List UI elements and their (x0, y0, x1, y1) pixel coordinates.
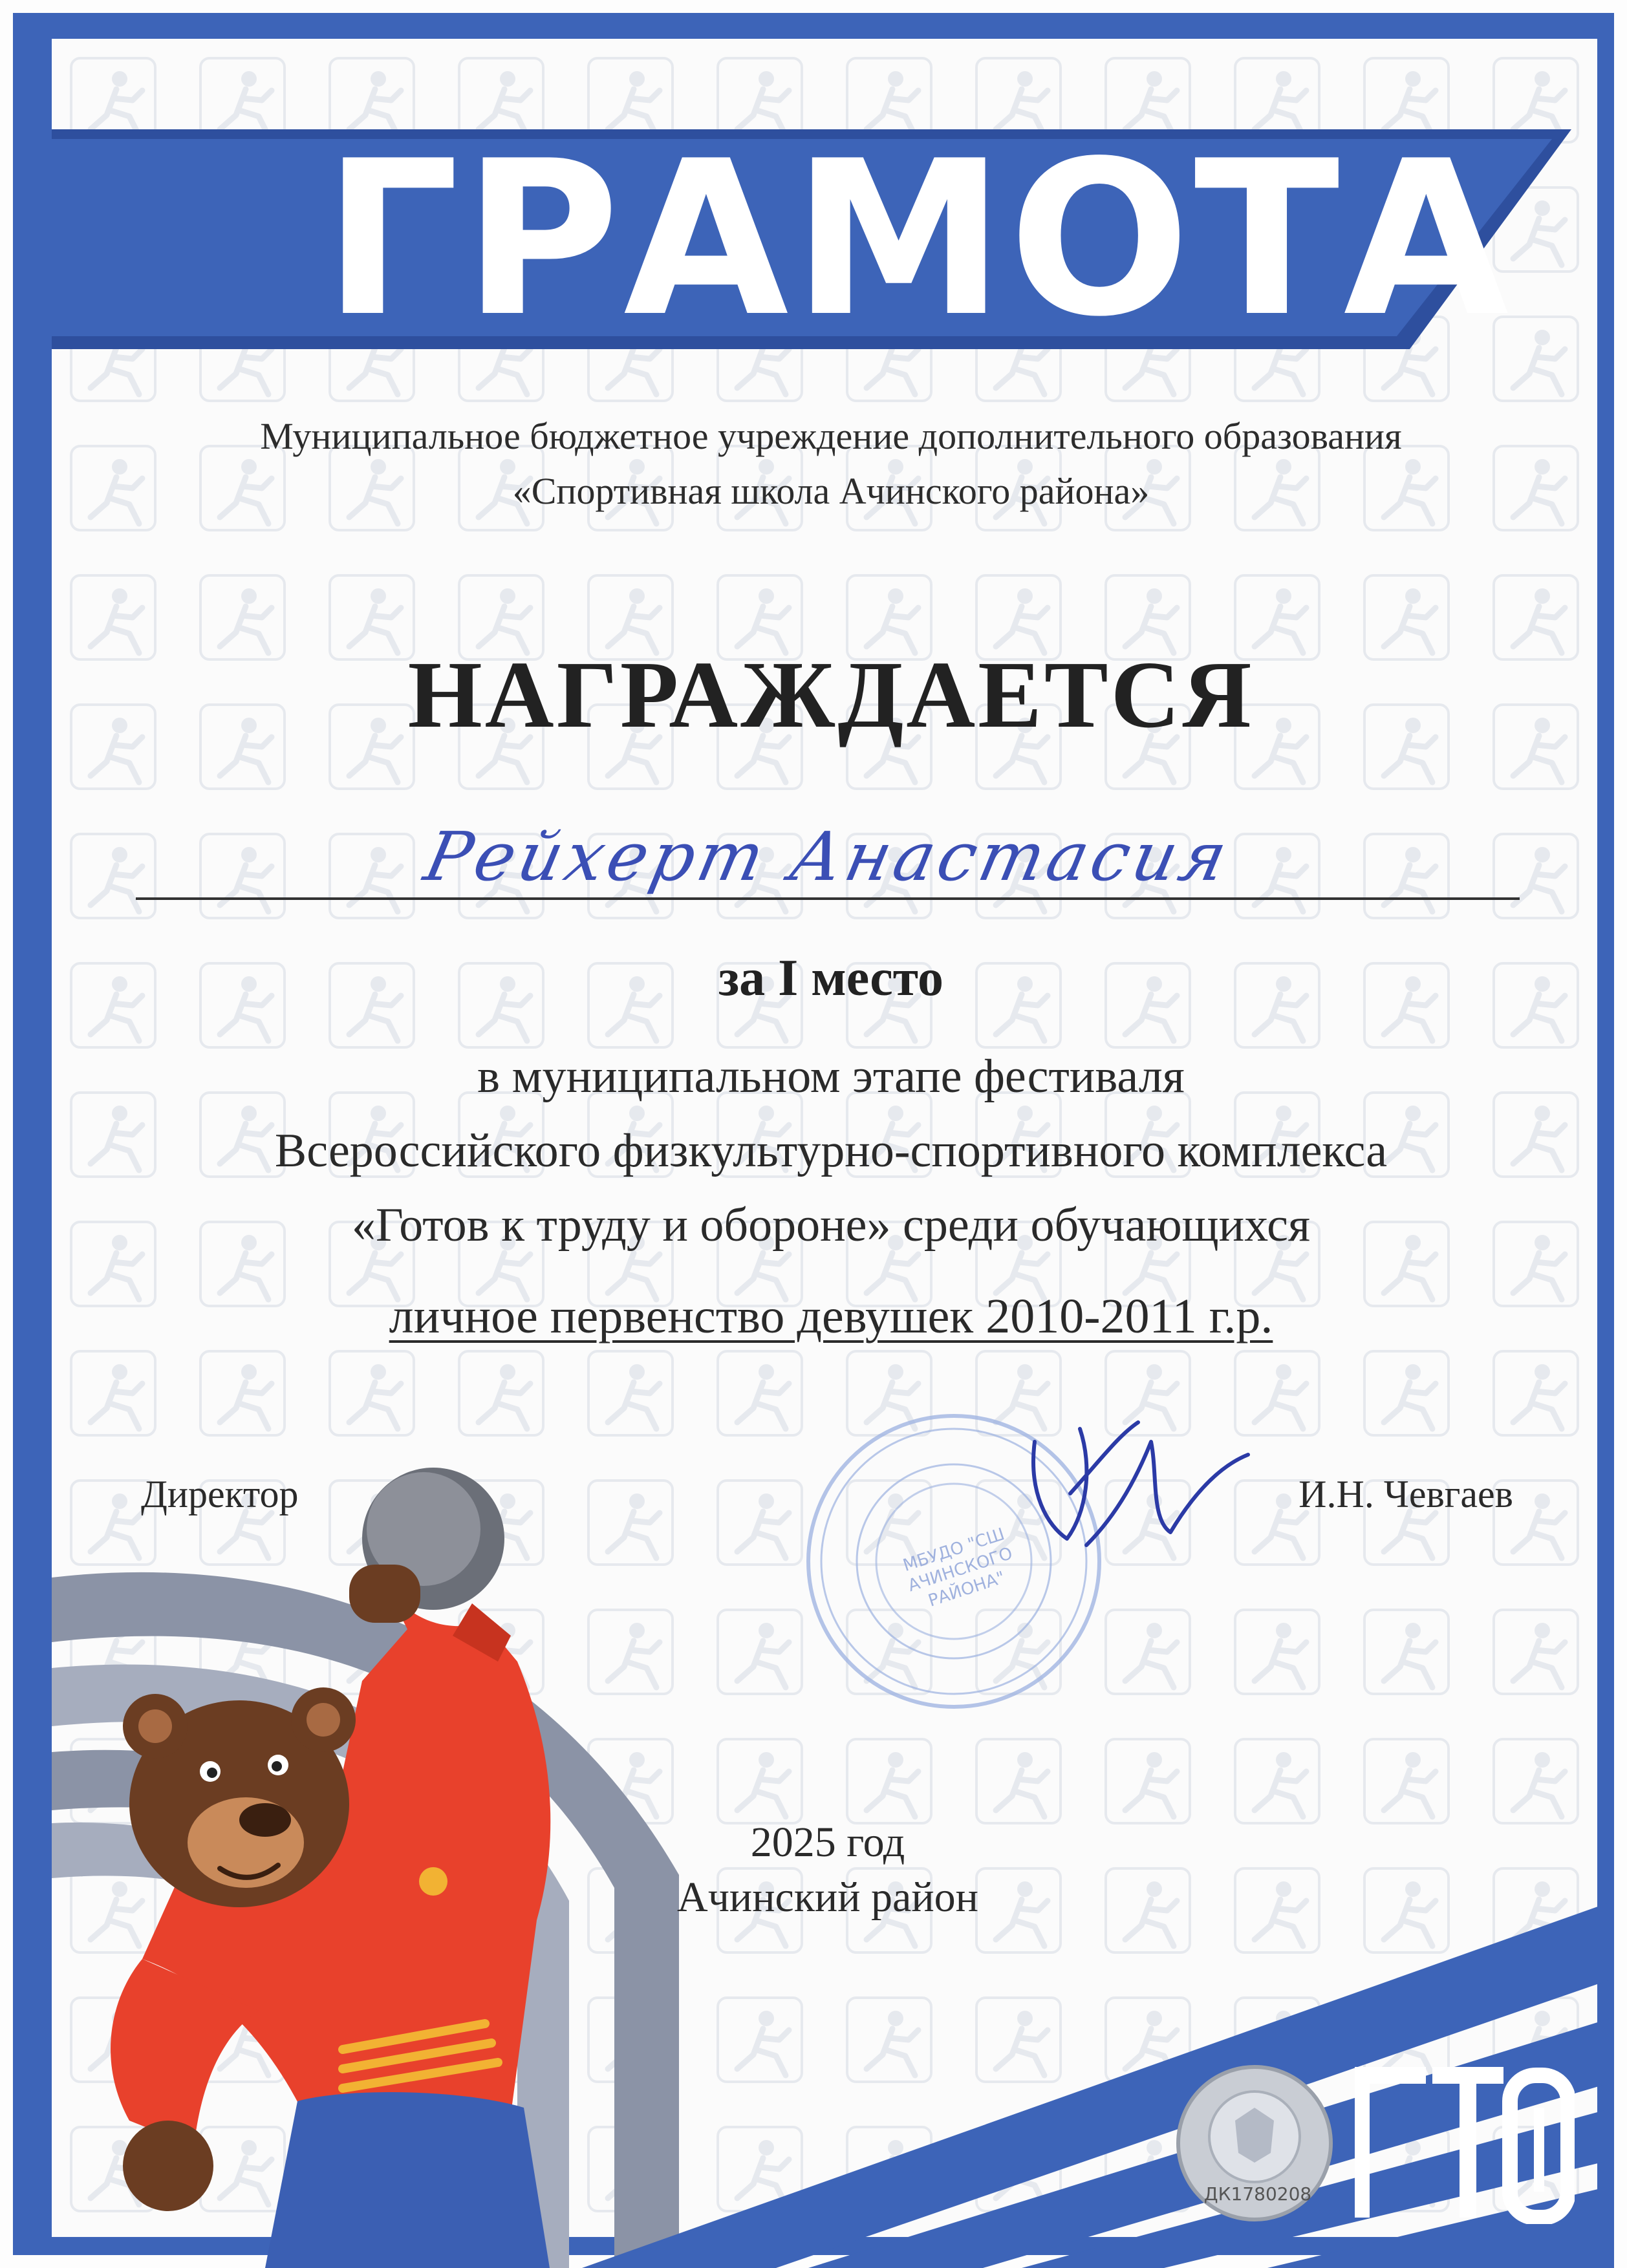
description-line-3: «Готов к труду и обороне» среди обучающихся (352, 1199, 1310, 1252)
competition-category (103, 1287, 1558, 1346)
director-label: Директор (141, 1473, 299, 1515)
gto-logo (1355, 2062, 1575, 2224)
hologram-serial: ДК1780208 (1203, 2183, 1312, 2205)
year-text: 2025 год (750, 1819, 905, 1866)
organization-name: Муниципальное бюджетное учреждение дополнительного образования (260, 415, 1402, 457)
awarded-heading: НАГРАЖДАЕТСЯ (407, 642, 1255, 748)
place-text: за I место (718, 950, 943, 1007)
district-text: Ачинский район (677, 1874, 978, 1921)
description-line-2: Всероссийского физкультурно-спортивного комплекса (274, 1124, 1388, 1177)
director-name: И.Н. Чевгаев (1298, 1473, 1513, 1515)
stamp-text: МБУДО "СШ АЧИНСКОГО РАЙОНА" (900, 1524, 1015, 1611)
recipient-name: Рейхерт Анастасия (418, 817, 1238, 896)
description-line-1: в муниципальном этапе фестиваля (477, 1050, 1185, 1103)
category-text: личное первенство девушек 2010-2011 г.р. (389, 1289, 1273, 1343)
recipient-underline (136, 897, 1520, 900)
certificate-title: ГРАМОТА (323, 115, 1513, 363)
school-name: «Спортивная школа Ачинского района» (512, 470, 1150, 512)
